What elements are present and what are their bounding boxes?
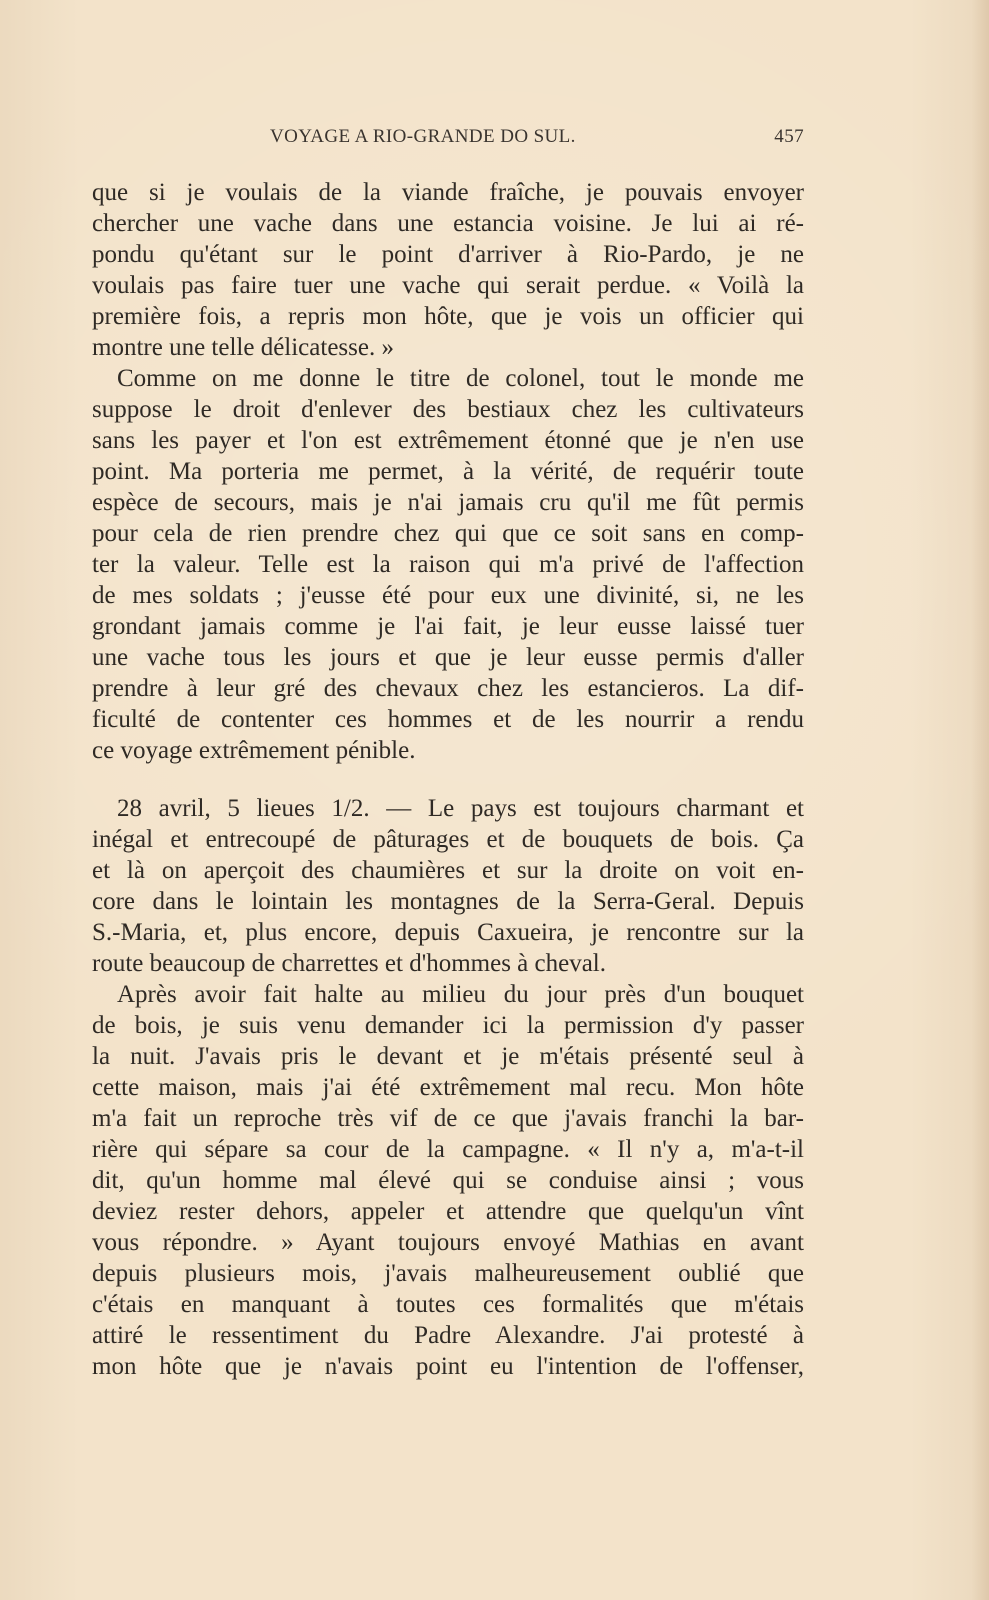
page-number: 457 bbox=[774, 126, 804, 147]
text-line: ficulté de contenter ces hommes et de les nourrir a rendu bbox=[92, 706, 804, 733]
text-line: Comme on me donne le titre de colonel, tout le monde me bbox=[117, 365, 804, 392]
text-line: montre une telle délicatesse. » bbox=[92, 334, 394, 361]
text-line: core dans le lointain les montagnes de la Serra-Geral. Depuis bbox=[92, 888, 804, 915]
text-line: cette maison, mais j'ai été extrêmement mal recu. Mon hôte bbox=[92, 1074, 804, 1101]
text-line: et là on aperçoit des chaumières et sur la droite on voit en- bbox=[92, 857, 804, 884]
text-line: espèce de secours, mais je n'ai jamais cru qu'il me fût permis bbox=[92, 489, 804, 516]
page-edge-shadow bbox=[971, 0, 989, 1600]
body-text bbox=[92, 177, 804, 1382]
text-line: ce voyage extrêmement pénible. bbox=[92, 737, 416, 764]
text-line: dit, qu'un homme mal élevé qui se conduise ainsi ; vous bbox=[92, 1167, 804, 1194]
text-line: m'a fait un reproche très vif de ce que j'avais franchi la bar- bbox=[92, 1105, 804, 1132]
text-line: la nuit. J'avais pris le devant et je m'étais présenté seul à bbox=[92, 1043, 804, 1070]
text-line: grondant jamais comme je l'ai fait, je leur eusse laissé tuer bbox=[92, 613, 804, 640]
paragraph-1 bbox=[92, 177, 804, 363]
text-line: de mes soldats ; j'eusse été pour eux une divinité, si, ne les bbox=[92, 582, 804, 609]
section-gap bbox=[92, 766, 804, 793]
text-line: suppose le droit d'enlever des bestiaux chez les cultivateurs bbox=[92, 396, 804, 423]
text-line: une vache tous les jours et que je leur eusse permis d'aller bbox=[92, 644, 804, 671]
text-line: route beaucoup de charrettes et d'hommes à cheval. bbox=[92, 950, 607, 977]
text-line: rière qui sépare sa cour de la campagne. « Il n'y a, m'a-t-il bbox=[92, 1136, 804, 1163]
text-line: mon hôte que je n'avais point eu l'intention de l'offenser, bbox=[92, 1353, 804, 1380]
text-line: depuis plusieurs mois, j'avais malheureusement oublié que bbox=[92, 1260, 804, 1287]
text-line: pondu qu'étant sur le point d'arriver à Rio-Pardo, je ne bbox=[92, 241, 804, 268]
text-line: 28 avril, 5 lieues 1/2. — Le pays est toujours charmant et bbox=[117, 795, 804, 822]
page-header bbox=[92, 126, 804, 156]
paragraph-3 bbox=[92, 793, 804, 979]
text-line: pour cela de rien prendre chez qui que ce soit sans en comp- bbox=[92, 520, 804, 547]
running-title: VOYAGE A RIO-GRANDE DO SUL. bbox=[270, 126, 576, 147]
text-line: voulais pas faire tuer une vache qui serait perdue. « Voilà la bbox=[92, 272, 804, 299]
text-line: ter la valeur. Telle est la raison qui m'a privé de l'affection bbox=[92, 551, 804, 578]
paragraph-4 bbox=[92, 979, 804, 1382]
text-line: deviez rester dehors, appeler et attendre que quelqu'un vînt bbox=[92, 1198, 804, 1225]
text-line: sans les payer et l'on est extrêmement étonné que je n'en use bbox=[92, 427, 804, 454]
text-line: prendre à leur gré des chevaux chez les estancieros. La dif- bbox=[92, 675, 804, 702]
text-line: de bois, je suis venu demander ici la permission d'y passer bbox=[92, 1012, 804, 1039]
text-line: chercher une vache dans une estancia voisine. Je lui ai ré- bbox=[92, 210, 804, 237]
text-line: Après avoir fait halte au milieu du jour près d'un bouquet bbox=[117, 981, 804, 1008]
text-line: c'étais en manquant à toutes ces formalités que m'étais bbox=[92, 1291, 804, 1318]
text-line: attiré le ressentiment du Padre Alexandre. J'ai protesté à bbox=[92, 1322, 804, 1349]
text-line: S.-Maria, et, plus encore, depuis Caxueira, je rencontre sur la bbox=[92, 919, 804, 946]
text-line: que si je voulais de la viande fraîche, je pouvais envoyer bbox=[92, 179, 804, 206]
paragraph-2 bbox=[92, 363, 804, 766]
text-line: point. Ma porteria me permet, à la vérité, de requérir toute bbox=[92, 458, 804, 485]
text-line: inégal et entrecoupé de pâturages et de bouquets de bois. Ça bbox=[92, 826, 804, 853]
text-line: première fois, a repris mon hôte, que je vois un officier qui bbox=[92, 303, 804, 330]
text-line: vous répondre. » Ayant toujours envoyé Mathias en avant bbox=[92, 1229, 804, 1256]
